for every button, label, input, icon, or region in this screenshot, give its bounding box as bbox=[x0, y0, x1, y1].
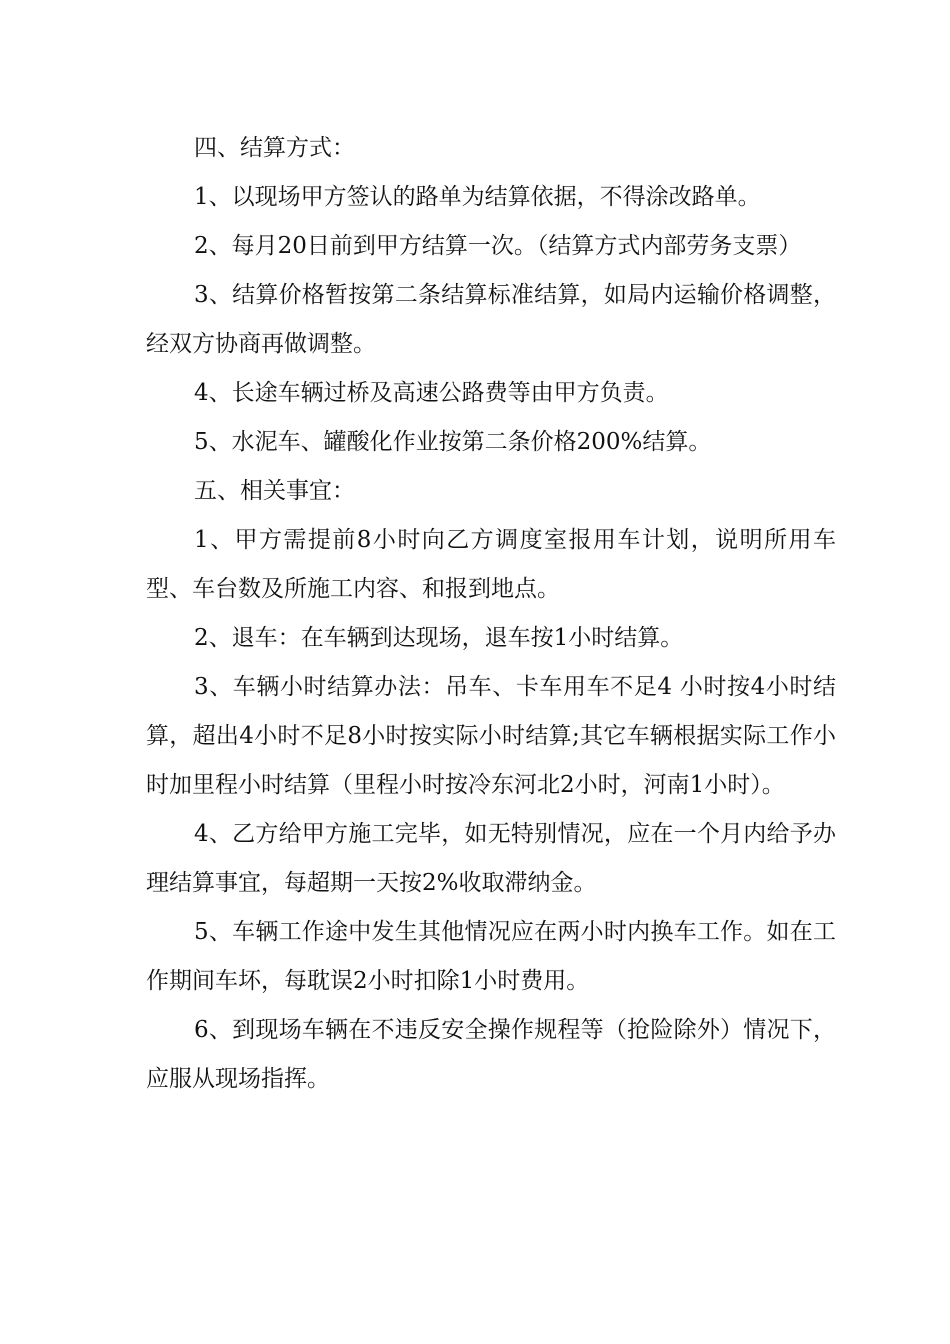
settlement-clause-5: 5、水泥车、罐酸化作业按第二条价格200%结算。 bbox=[194, 429, 712, 455]
settlement-clause-4: 4、长途车辆过桥及高速公路费等由甲方负责。 bbox=[194, 380, 669, 406]
section-heading-settlement: 四、结算方式： bbox=[194, 135, 355, 161]
settlement-clause-3: 3、结算价格暂按第二条结算标准结算，如局内运输价格调整，经双方协商再做调整。 bbox=[146, 282, 836, 357]
section-heading-related-matters: 五、相关事宜： bbox=[194, 478, 355, 504]
related-clause-1: 1、甲方需提前8小时向乙方调度室报用车计划，说明所用车型、车台数及所施工内容、和报到地点。 bbox=[146, 527, 836, 602]
settlement-clause-1: 1、以现场甲方签认的路单为结算依据，不得涂改路单。 bbox=[194, 184, 761, 210]
related-clause-3: 3、车辆小时结算办法：吊车、卡车用车不足4 小时按4小时结算，超出4小时不足8小时按实际小时结算;其它车辆根据实际工作小时加里程小时结算（里程小时按冷东河北2小时，河南1小时）。 bbox=[146, 674, 836, 798]
related-clause-5: 5、车辆工作途中发生其他情况应在两小时内换车工作。如在工作期间车坏，每耽误2小时扣除1小时费用。 bbox=[146, 919, 836, 994]
related-clause-4: 4、乙方给甲方施工完毕，如无特别情况，应在一个月内给予办理结算事宜，每超期一天按2%收取滞纳金。 bbox=[146, 821, 836, 896]
document-body bbox=[146, 124, 836, 1104]
related-clause-6: 6、到现场车辆在不违反安全操作规程等（抢险除外）情况下，应服从现场指挥。 bbox=[146, 1017, 836, 1092]
related-clause-2: 2、退车：在车辆到达现场，退车按1小时结算。 bbox=[194, 625, 684, 651]
settlement-clause-2: 2、每月20日前到甲方结算一次。（结算方式内部劳务支票） bbox=[194, 233, 802, 259]
